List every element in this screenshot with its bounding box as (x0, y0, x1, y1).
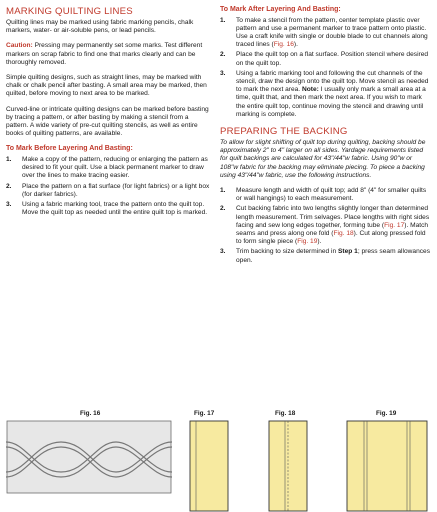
right-column (220, 6, 432, 267)
backing-step-1: 1. Measure length and width of quilt top; add 8" (4" for smaller quilts or wall hangings) to each measurement. (220, 186, 427, 203)
figures-strip (0, 408, 437, 512)
fig18-pressed-fold-illustration (263, 420, 313, 512)
before-step-1: 1. Make a copy of the pattern, reducing or enlarging the pattern as desired to fit your quilt. Use a black permanent marker to draw over the lines to make tracing easier. (6, 155, 208, 180)
caution-label: Caution: (6, 42, 33, 50)
caution-paragraph (6, 42, 210, 67)
backing-step-3: 3. Trim backing to size determined in Step 1; press seam allowances open. (220, 248, 431, 264)
after-step-2: 2. Place the quilt top on a flat surface. Position stencil where desired on the quilt top. (220, 51, 429, 67)
fig19-label: Fig. 19 (376, 410, 397, 417)
before-basting-heading: To Mark Before Layering And Basting: (6, 145, 133, 153)
caution-text: Pressing may permanently set some marks. Test different markers on scrap fabric to find one that marks clearly and can be thoroughly removed. (6, 42, 203, 66)
after-basting-heading: To Mark After Layering And Basting: (220, 6, 341, 13)
fig17-tube-illustration (184, 420, 234, 512)
intro-paragraph: Quilting lines may be marked using fabric marking pencils, chalk markers, water- or air-soluble pens, or lead pencils. (6, 19, 194, 35)
fig16-label: Fig. 16 (80, 410, 101, 417)
left-column (6, 6, 210, 219)
fig19-single-piece-illustration (343, 420, 431, 512)
curved-designs-paragraph: Curved-line or intricate quilting designs can be marked before basting by tracing a pattern, or after basting by making a stencil from a pattern. A wide variety of pre-cut quilting stencils, as well as entire books of quilting patterns, are available. (6, 105, 209, 138)
marking-quilting-lines-heading: MARKING QUILTING LINES (6, 6, 133, 17)
before-step-3: 3. Using a fabric marking tool, trace the pattern onto the quilt top. Move the quilt top as needed until the entire quilt top is marked. (6, 200, 208, 217)
backing-step-2: 2. Cut backing fabric into two lengths slightly longer than determined length measurement. Trim selvages. Place lengths with right sides facing and sew long edges together, forming tube (Fig. 17). Match seams and press along one fold (Fig. 18). Cut along pressed fold to form single piece (Fig. 19). (220, 205, 430, 246)
fig18-label: Fig. 18 (275, 410, 296, 417)
fig17-label: Fig. 17 (194, 410, 215, 417)
after-step-3: 3. Using a fabric marking tool and following the cut channels of the stencil, draw the design onto the quilt top. Move stencil as needed to mark the next area. Note: I usually only mark a small area at a time, quilt that, and then mark the next area. If you wish to mark the entire quilt top, continue moving the stencil and drawing until marking is complete. (220, 69, 429, 118)
preparing-backing-heading: PREPARING THE BACKING (220, 125, 348, 137)
backing-paragraph: To allow for slight shifting of quilt top during quilting, backing should be approximately 2" to 4" larger on all sides. Yardage requirements listed for quilt backings are calculated for 43"/44"w fabric. Using 90"w or 108"w fabric for the backing may eliminate piecing. To piece a backing using 43"/44"w fabric, use the following instructions. (220, 138, 426, 179)
before-step-2: 2. Place the pattern on a flat surface (for light fabrics) or a light box (for darker fabrics). (6, 182, 210, 198)
fig16-stencil-illustration (6, 420, 172, 494)
after-step-1: 1. To make a stencil from the pattern, center template plastic over pattern and use a permanent marker to trace pattern onto plastic. Use a craft knife with single or double blade to cut channels along traced lines (Fig. 16). (220, 16, 428, 49)
simple-designs-paragraph: Simple quilting designs, such as straight lines, may be marked with chalk or chalk pencil after basting. A small area may be marked, then quilted, before moving to next area to be marked. (6, 74, 207, 98)
